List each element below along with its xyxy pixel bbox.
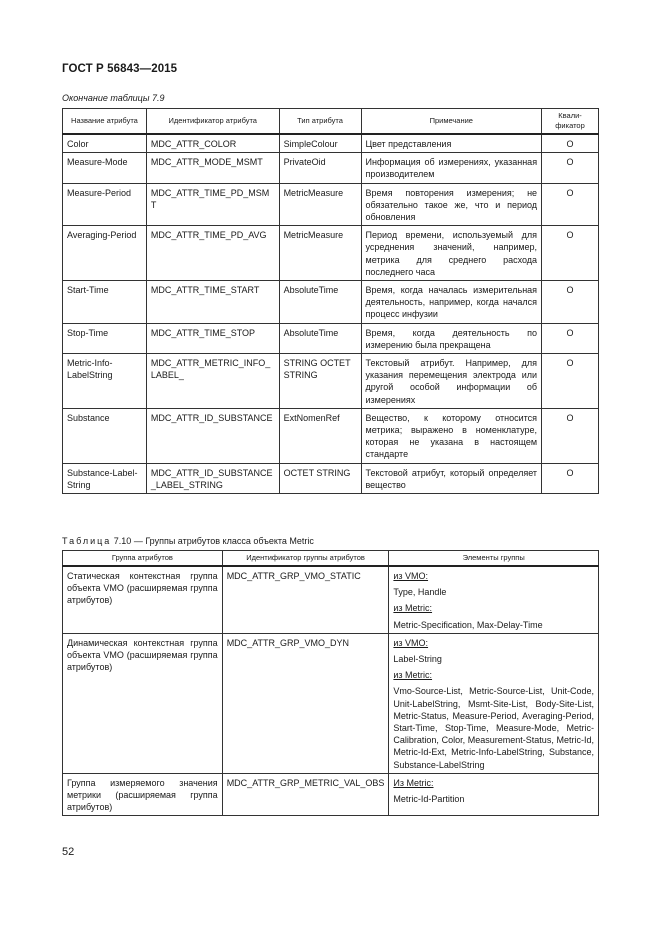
table-row xyxy=(63,183,599,226)
header-qualifier: Квали-фикатор xyxy=(542,109,599,135)
group-name: Динамическая контекстная группа объекта VMO (расширяемая группа атрибутов) xyxy=(63,633,223,773)
attr-id: MDC_ATTR_TIME_PD_AVG xyxy=(146,226,279,281)
header-attr-name: Название атрибута xyxy=(63,109,147,135)
attr-id: MDC_ATTR_TIME_START xyxy=(146,281,279,324)
attr-name: Substance xyxy=(63,408,147,463)
attr-qualifier: O xyxy=(542,183,599,226)
header-group-elements: Элементы группы xyxy=(389,551,599,567)
group-name: Статическая контекстная группа объекта VMO (расширяемая группа атрибутов) xyxy=(63,566,223,633)
table-row xyxy=(63,323,599,353)
attribute-groups-table xyxy=(62,550,599,816)
table-caption-7-9: Окончание таблицы 7.9 xyxy=(62,93,165,103)
attr-name: Stop-Time xyxy=(63,323,147,353)
attr-qualifier: O xyxy=(542,134,599,153)
table-header-row xyxy=(63,551,599,567)
table-row xyxy=(63,633,599,773)
attr-name: Start-Time xyxy=(63,281,147,324)
table-row xyxy=(63,463,599,493)
table-caption-7-10 xyxy=(62,536,314,546)
attr-type: STRING OCTET STRING xyxy=(279,354,361,409)
header-group: Группа атрибутов xyxy=(63,551,223,567)
attr-note: Текстовый атрибут. Например, для указания перемещения электрода или другой особой информации об измерениях xyxy=(361,354,542,409)
attr-note: Информация об измерениях, указанная производителем xyxy=(361,153,542,183)
attr-qualifier: O xyxy=(542,226,599,281)
source-label: из VMO: xyxy=(393,571,429,581)
attr-id: MDC_ATTR_ID_SUBSTANCE_LABEL_STRING xyxy=(146,463,279,493)
attr-type: MetricMeasure xyxy=(279,183,361,226)
attr-type: OCTET STRING xyxy=(279,463,361,493)
page-number: 52 xyxy=(62,846,75,858)
attr-qualifier: O xyxy=(542,281,599,324)
attr-id: MDC_ATTR_ID_SUBSTANCE xyxy=(146,408,279,463)
attr-type: SimpleColour xyxy=(279,134,361,153)
header-note: Примечание xyxy=(361,109,542,135)
header-group-id: Идентификатор группы атрибутов xyxy=(222,551,389,567)
attr-qualifier: O xyxy=(542,408,599,463)
group-elements xyxy=(389,566,599,633)
attr-type: PrivateOid xyxy=(279,153,361,183)
header-attr-id: Идентификатор атрибута xyxy=(146,109,279,135)
attr-note: Вещество, к которому относится метрика; выражено в номенклатуре, которая не указана в настоящем стандарте xyxy=(361,408,542,463)
source-label: Из Metric: xyxy=(393,777,434,788)
attr-name: Averaging-Period xyxy=(63,226,147,281)
attr-qualifier: O xyxy=(542,463,599,493)
table-row xyxy=(63,134,599,153)
attributes-table xyxy=(62,108,599,494)
table-row xyxy=(63,226,599,281)
source-elements: Label-String xyxy=(393,654,442,665)
attr-type: MetricMeasure xyxy=(279,226,361,281)
caption-rest: 7.10 — Группы атрибутов класса объекта Metric xyxy=(111,536,314,546)
caption-prefix: Таблица xyxy=(62,536,112,546)
attr-id: MDC_ATTR_METRIC_INFO_LABEL_ xyxy=(146,354,279,409)
attr-name: Color xyxy=(63,134,147,153)
table-row xyxy=(63,281,599,324)
attr-note: Период времени, используемый для усреднения значений, например, метрика для среднего расхода последнего часа xyxy=(361,226,542,281)
attr-qualifier: O xyxy=(542,354,599,409)
group-id: MDC_ATTR_GRP_VMO_STATIC xyxy=(222,566,389,633)
attr-id: MDC_ATTR_TIME_STOP xyxy=(146,323,279,353)
table-row xyxy=(63,773,599,816)
attr-name: Substance-Label-String xyxy=(63,463,147,493)
group-elements xyxy=(389,633,599,773)
attr-type: AbsoluteTime xyxy=(279,323,361,353)
group-id: MDC_ATTR_GRP_METRIC_VAL_OBS xyxy=(222,773,389,816)
table-row xyxy=(63,354,599,409)
group-elements xyxy=(389,773,599,816)
source-label: из VMO: xyxy=(393,637,429,648)
header-attr-type: Тип атрибута xyxy=(279,109,361,135)
document-title: ГОСТ Р 56843—2015 xyxy=(62,63,178,75)
source-label: из Metric: xyxy=(393,603,433,614)
attr-type: AbsoluteTime xyxy=(279,281,361,324)
attr-note: Цвет представления xyxy=(361,134,542,153)
attr-qualifier: O xyxy=(542,153,599,183)
source-elements: Metric-Specification, Max-Delay-Time xyxy=(393,619,543,630)
group-id: MDC_ATTR_GRP_VMO_DYN xyxy=(222,633,389,773)
table-row xyxy=(63,566,599,633)
attr-id: MDC_ATTR_MODE_MSMT xyxy=(146,153,279,183)
table-row xyxy=(63,408,599,463)
attr-note: Время повторения измерения; не обязательно такое же, что и период обновления xyxy=(361,183,542,226)
attr-note: Время, когда началась измерительная деятельность, например, когда начался процесс инфузии xyxy=(361,281,542,324)
attr-type: ExtNomenRef xyxy=(279,408,361,463)
attr-name: Measure-Period xyxy=(63,183,147,226)
source-elements: Vmo-Source-List, Metric-Source-List, Unit-Code, Unit-LabelString, Msmt-Site-List, Body-Site-List, Metric-Status, Measure-Period, Averaging-Period, Start-Time, Stop-Time, Measure-Mode, Metric-Calibration, Color, Measurement-Status, Metric-Id, Metric-Id-Ext, Metric-Info-LabelString, Substance, Substance-LabelString xyxy=(393,686,594,770)
source-elements: Metric-Id-Partition xyxy=(393,794,465,805)
attr-qualifier: O xyxy=(542,323,599,353)
table-header-row xyxy=(63,109,599,135)
attr-name: Metric-Info-LabelString xyxy=(63,354,147,409)
attr-id: MDC_ATTR_COLOR xyxy=(146,134,279,153)
group-name: Группа измеряемого значения метрики (расширяемая группа атрибутов) xyxy=(63,773,223,816)
table-row xyxy=(63,153,599,183)
attr-name: Measure-Mode xyxy=(63,153,147,183)
attr-id: MDC_ATTR_TIME_PD_MSMT xyxy=(146,183,279,226)
source-label: из Metric: xyxy=(393,670,433,681)
source-elements: Type, Handle xyxy=(393,587,447,598)
attr-note: Время, когда деятельность по измерению была прекращена xyxy=(361,323,542,353)
attr-note: Текстовой атрибут, который определяет вещество xyxy=(361,463,542,493)
